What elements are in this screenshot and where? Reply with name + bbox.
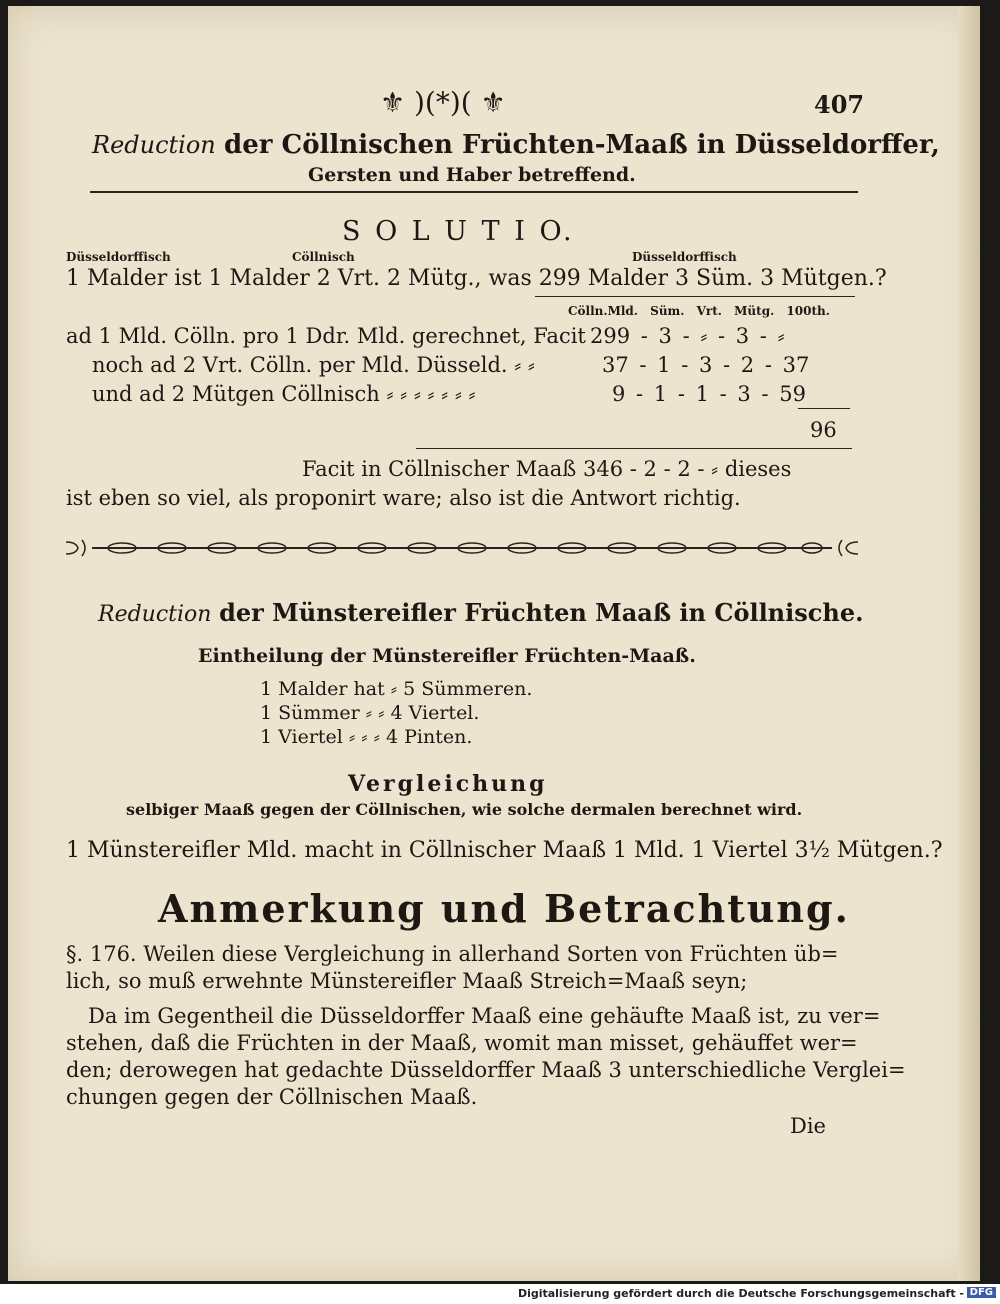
footer-bar xyxy=(0,1284,1000,1304)
label-duesseldorf-1: Düsseldorffisch xyxy=(66,250,171,264)
para2-line-1: Da im Gegentheil die Düsseldorffer Maaß eine gehäufte Maaß ist, zu ver= xyxy=(88,1004,881,1028)
para2-line-4: chungen gegen der Cöllnischen Maaß. xyxy=(66,1085,478,1109)
calc-row-1-values: 299 - 3 - ⸗ - 3 - ⸗ xyxy=(590,324,785,348)
division-item-3: 1 Viertel ⸗ ⸗ ⸗ 4 Pinten. xyxy=(260,726,473,748)
para1-line-2: lich, so muß erwehnte Münstereifler Maaß Streich=Maaß seyn; xyxy=(66,969,748,993)
solutio-title: S O L U T I O. xyxy=(342,216,575,247)
calc-row-3-values: 9 - 1 - 1 - 3 - 59 xyxy=(612,382,806,406)
heading-reduction-2 xyxy=(98,598,863,627)
heading-prefix: Reduction xyxy=(92,131,216,159)
sum-rule-short xyxy=(798,408,850,409)
para1-line-1: §. 176. Weilen diese Vergleichung in allerhand Sorten von Früchten üb= xyxy=(66,942,839,966)
catchword: Die xyxy=(790,1114,826,1138)
page-number: 407 xyxy=(814,90,865,119)
columns-header: Cölln.Mld. Süm. Vrt. Mütg. 100th. xyxy=(568,304,830,318)
ornamental-border xyxy=(62,536,862,560)
heading2-prefix: Reduction xyxy=(98,602,212,627)
sum-rule-long xyxy=(416,448,852,449)
calc-row-1-label: ad 1 Mld. Cölln. pro 1 Ddr. Mld. gerechnet, Facit xyxy=(66,324,586,348)
para2-line-3: den; derowegen hat gedachte Düsseldorffer Maaß 3 unterschiedliche Verglei= xyxy=(66,1058,906,1082)
comparison-title: Vergleichung xyxy=(348,771,548,797)
crown-ornament: ⚜ )(*)( ⚜ xyxy=(380,86,506,119)
statement-rule xyxy=(535,296,855,297)
heading-line2: Gersten und Haber betreffend. xyxy=(308,164,636,186)
division-item-2: 1 Sümmer ⸗ ⸗ 4 Viertel. xyxy=(260,702,480,724)
label-coelln: Cöllnisch xyxy=(292,250,355,264)
sum-hundredths: 96 xyxy=(810,418,837,442)
heading2-rest: der Münstereifler Früchten Maaß in Cöllnische. xyxy=(219,598,864,627)
conclusion-line: ist eben so viel, als proponirt ware; also ist die Antwort richtig. xyxy=(66,486,741,510)
calc-row-2-values: 37 - 1 - 3 - 2 - 37 xyxy=(602,353,810,377)
calc-row-2-label: noch ad 2 Vrt. Cölln. per Mld. Düsseld. ⸗ ⸗ xyxy=(92,353,535,377)
footer-credit: Digitalisierung gefördert durch die Deutsche Forschungsgemeinschaft - xyxy=(517,1287,964,1300)
para2-line-2: stehen, daß die Früchten in der Maaß, womit man misset, gehäuffet wer= xyxy=(66,1031,858,1055)
heading-reduction-1 xyxy=(92,130,940,160)
comparison-statement: 1 Münstereifler Mld. macht in Cöllnischer Maaß 1 Mld. 1 Viertel 3½ Mütgen.? xyxy=(66,838,943,863)
page-gutter xyxy=(958,6,980,1281)
calc-row-3-label: und ad 2 Mütgen Cöllnisch ⸗ ⸗ ⸗ ⸗ ⸗ ⸗ ⸗ xyxy=(92,382,476,406)
label-duesseldorf-2: Düsseldorffisch xyxy=(632,250,737,264)
comparison-subtitle: selbiger Maaß gegen der Cöllnischen, wie solche dermalen berechnet wird. xyxy=(126,800,803,819)
section-title: Anmerkung und Betrachtung. xyxy=(158,886,850,931)
heading-rest: der Cöllnischen Früchten-Maaß in Düsseldorffer, xyxy=(224,130,940,160)
heading-rule xyxy=(90,191,858,193)
division-title: Eintheilung der Münstereifler Früchten-Maaß. xyxy=(198,645,696,667)
solutio-statement: 1 Malder ist 1 Malder 2 Vrt. 2 Mütg., was 299 Malder 3 Süm. 3 Mütgen.? xyxy=(66,266,887,291)
division-item-1: 1 Malder hat ⸗ 5 Sümmeren. xyxy=(260,678,533,700)
book-page xyxy=(8,6,980,1281)
dfg-logo: DFG xyxy=(967,1287,996,1298)
facit-line: Facit in Cöllnischer Maaß 346 - 2 - 2 - ⸗ dieses xyxy=(302,457,792,481)
